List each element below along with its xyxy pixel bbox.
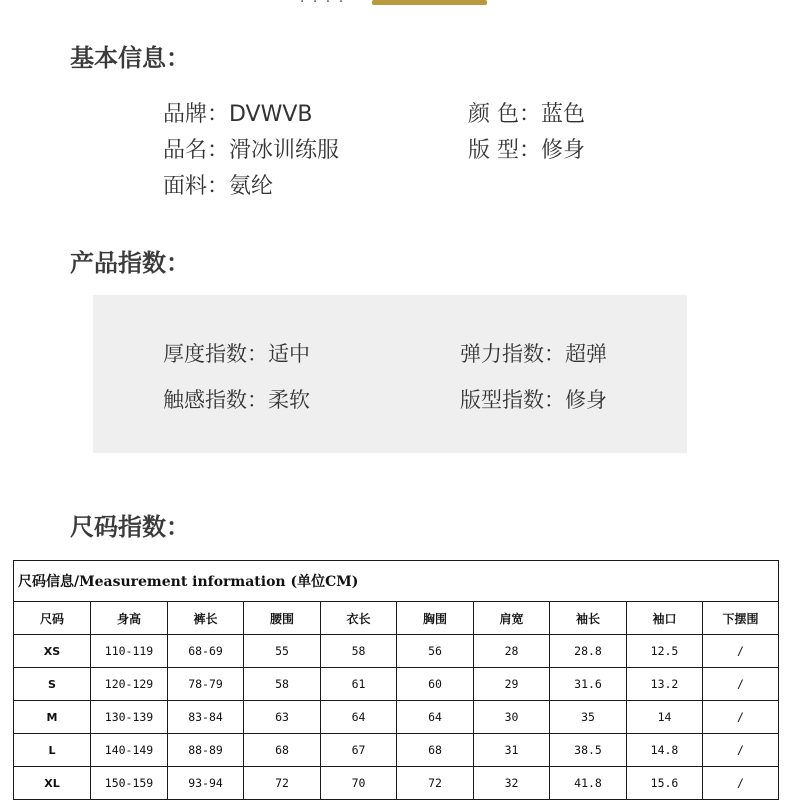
header-cell: 衣长 — [321, 602, 397, 635]
table-row — [14, 701, 779, 734]
header-cell: 下摆围 — [703, 602, 779, 635]
thickness-index: 厚度指数：适中 — [163, 342, 310, 366]
header-cell: 腰围 — [244, 602, 321, 635]
header-cell: 胸围 — [397, 602, 474, 635]
table-cell: 64 — [397, 701, 474, 734]
table-cell: 68-69 — [168, 635, 244, 668]
header-cell: 裤长 — [168, 602, 244, 635]
table-cell: 29 — [474, 668, 550, 701]
color-field: 颜 色：蓝色 — [468, 102, 585, 127]
previous-section-heading-fragment — [300, 0, 500, 8]
elasticity-index: 弹力指数：超弹 — [460, 342, 607, 366]
table-cell: 60 — [397, 668, 474, 701]
table-cell: 58 — [321, 635, 397, 668]
table-cell: 150-159 — [91, 767, 168, 800]
size-cell: M — [14, 701, 91, 734]
fit-index: 版型指数：修身 — [460, 388, 607, 412]
size-index-title: 尺码指数： — [70, 513, 190, 541]
table-row — [14, 734, 779, 767]
table-cell: 13.2 — [627, 668, 703, 701]
table-cell: 61 — [321, 668, 397, 701]
table-cell: 28.8 — [550, 635, 627, 668]
table-cell: 68 — [397, 734, 474, 767]
heading-underline — [372, 0, 487, 5]
size-table — [13, 560, 779, 800]
table-cell: 64 — [321, 701, 397, 734]
product-index-title: 产品指数： — [70, 249, 190, 277]
table-cell: 130-139 — [91, 701, 168, 734]
table-cell: 72 — [244, 767, 321, 800]
table-cell: 120-129 — [91, 668, 168, 701]
table-cell: 83-84 — [168, 701, 244, 734]
size-table-header-row — [14, 602, 779, 635]
header-cell: 袖长 — [550, 602, 627, 635]
table-cell: / — [703, 767, 779, 800]
table-cell: 72 — [397, 767, 474, 800]
table-cell: 31 — [474, 734, 550, 767]
table-cell: / — [703, 668, 779, 701]
table-cell: 31.6 — [550, 668, 627, 701]
size-cell: XS — [14, 635, 91, 668]
table-cell: 67 — [321, 734, 397, 767]
table-cell: 68 — [244, 734, 321, 767]
table-cell: 93-94 — [168, 767, 244, 800]
header-cell: 肩宽 — [474, 602, 550, 635]
table-row — [14, 668, 779, 701]
product-index-panel — [93, 295, 687, 453]
table-row — [14, 635, 779, 668]
size-table-caption: 尺码信息/Measurement information (单位CM) — [14, 561, 779, 602]
header-cell: 袖口 — [627, 602, 703, 635]
table-cell: / — [703, 635, 779, 668]
heading-ornament: · · · · — [300, 0, 346, 10]
table-cell: 35 — [550, 701, 627, 734]
table-cell: 55 — [244, 635, 321, 668]
table-cell: 58 — [244, 668, 321, 701]
table-cell: 14 — [627, 701, 703, 734]
table-cell: 78-79 — [168, 668, 244, 701]
table-cell: 32 — [474, 767, 550, 800]
table-cell: 30 — [474, 701, 550, 734]
fabric-field: 面料：氨纶 — [163, 174, 274, 199]
table-cell: 110-119 — [91, 635, 168, 668]
header-cell: 尺码 — [14, 602, 91, 635]
brand-field: 品牌：DVWVB — [163, 102, 313, 127]
table-cell: / — [703, 701, 779, 734]
table-cell: 12.5 — [627, 635, 703, 668]
table-cell: 38.5 — [550, 734, 627, 767]
table-cell: 140-149 — [91, 734, 168, 767]
size-cell: S — [14, 668, 91, 701]
fit-field: 版 型：修身 — [468, 138, 585, 163]
table-cell: 15.6 — [627, 767, 703, 800]
table-cell: 88-89 — [168, 734, 244, 767]
table-cell: 63 — [244, 701, 321, 734]
product-name-field: 品名：滑冰训练服 — [163, 138, 340, 163]
table-cell: 28 — [474, 635, 550, 668]
table-cell: 41.8 — [550, 767, 627, 800]
size-cell: XL — [14, 767, 91, 800]
table-cell: 14.8 — [627, 734, 703, 767]
table-cell: 56 — [397, 635, 474, 668]
touch-index: 触感指数：柔软 — [163, 388, 310, 412]
table-cell: 70 — [321, 767, 397, 800]
table-cell: / — [703, 734, 779, 767]
header-cell: 身高 — [91, 602, 168, 635]
size-cell: L — [14, 734, 91, 767]
basic-info-title: 基本信息： — [70, 44, 190, 72]
